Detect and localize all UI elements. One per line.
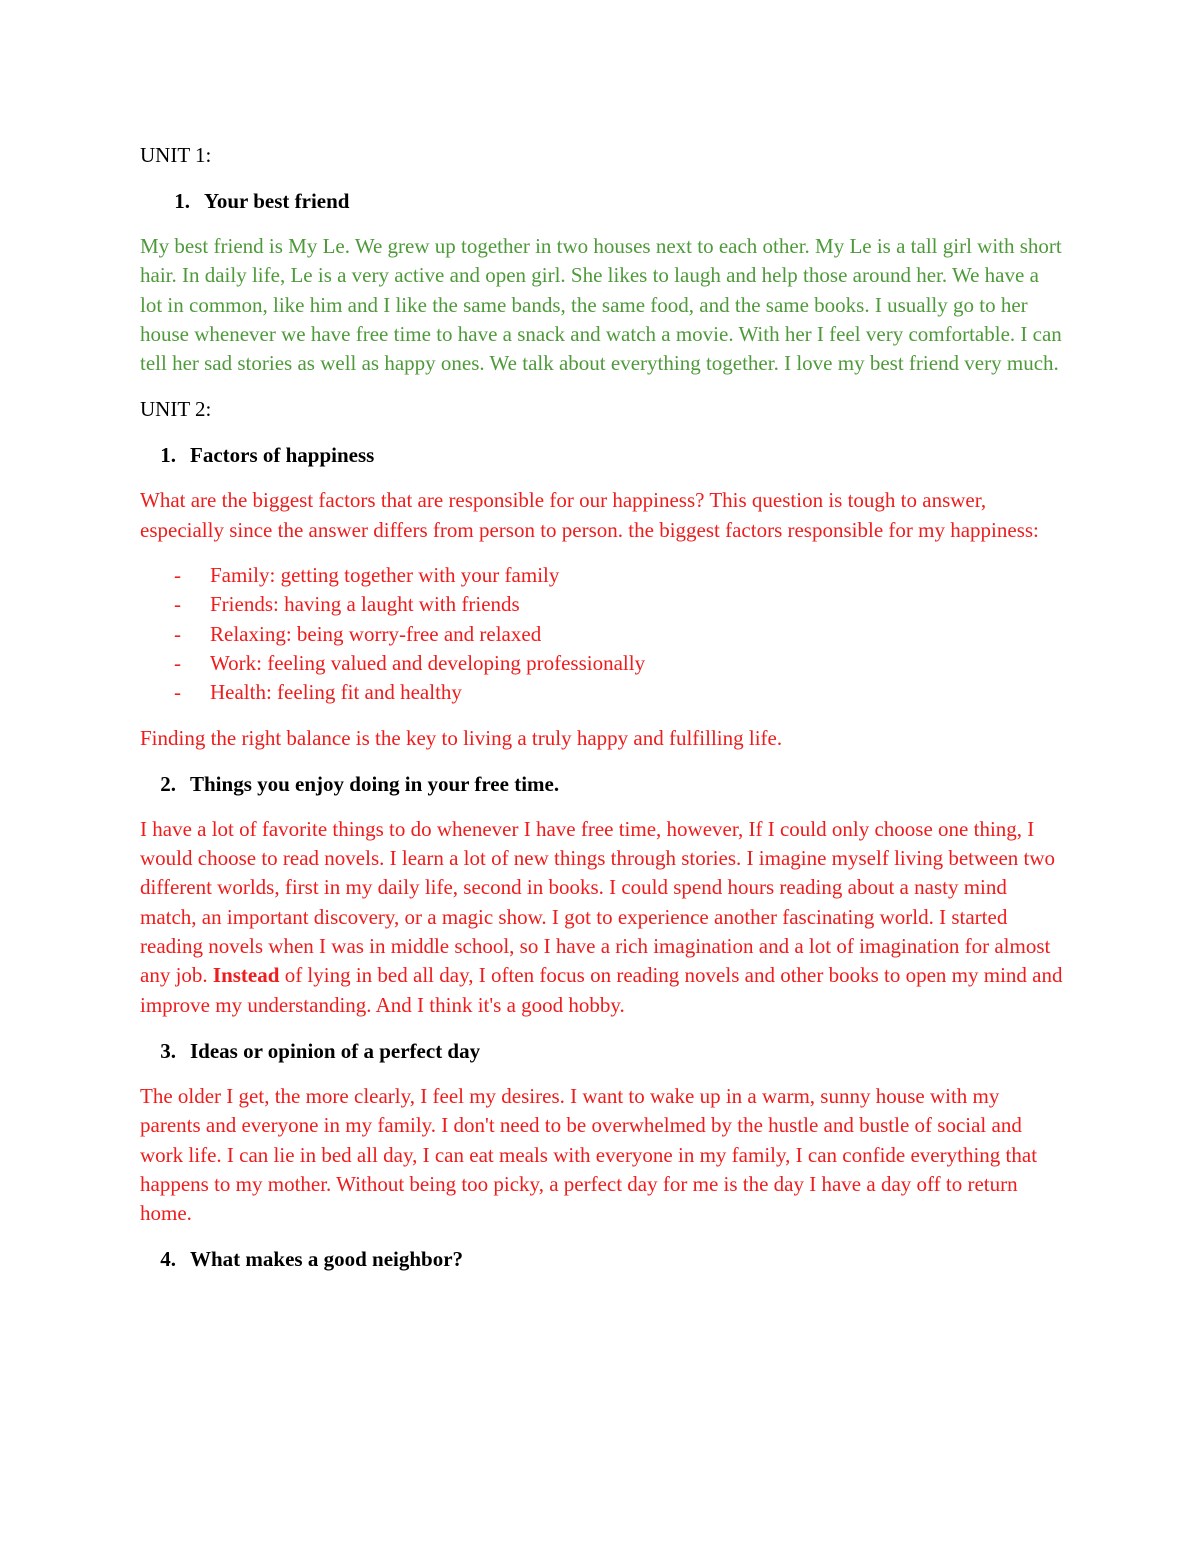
question-number: 1.	[174, 189, 190, 213]
bullet-marker: -	[174, 650, 181, 675]
list-item	[140, 620, 1065, 649]
question-title: Ideas or opinion of a perfect day	[190, 1038, 481, 1063]
unit-2-question-4-heading	[140, 1244, 1065, 1274]
unit-2-question-3-heading	[140, 1036, 1065, 1066]
bullet-marker: -	[174, 621, 181, 646]
question-title: Things you enjoy doing in your free time.	[190, 771, 560, 796]
question-number: 3.	[160, 1038, 176, 1063]
unit-2-question-1-conclusion: Finding the right balance is the key to living a truly happy and fulfilling life.	[140, 725, 783, 750]
list-item-text: Friends: having a laught with friends	[210, 592, 520, 617]
unit-2-heading: UNIT 2:	[140, 397, 212, 422]
question-number: 4.	[160, 1247, 176, 1272]
question-title: What makes a good neighbor?	[190, 1247, 464, 1272]
unit-2-question-2-heading	[140, 769, 1065, 799]
unit-1-heading: UNIT 1:	[140, 143, 212, 167]
bullet-marker: -	[174, 592, 181, 617]
bullet-marker: -	[174, 680, 181, 705]
unit-2-question-1-intro: What are the biggest factors that are responsible for our happiness? This question is tough to answer, especially since the answer differs from person to person. the biggest factors responsible for my happiness:	[140, 488, 1039, 542]
unit-1-question-1-answer: My best friend is My Le. We grew up together in two houses next to each other. My Le is a tall girl with short hair. In daily life, Le is a very active and open girl. She likes to laugh and help those around her. We have a lot in common, like him and I like the same bands, the same food, and the same books. I usually go to her house whenever we have free time to have a snack and watch a movie. With her I feel very comfortable. I can tell her sad stories as well as happy ones. We talk about everything together. I love my best friend very much.	[140, 234, 1062, 376]
list-item-text: Work: feeling valued and developing professionally	[210, 650, 646, 675]
unit-2-question-1-heading	[140, 440, 1065, 470]
list-item	[140, 678, 1065, 707]
question-number: 1.	[160, 443, 176, 468]
answer-text: I have a lot of favorite things to do whenever I have free time, however, If I could only choose one thing, I would choose to read novels. I learn a lot of new things through stories. I imagine myself living between two different worlds, first in my daily life, second in books. I could spend hours reading about a nasty mind match, an important discovery, or a magic show. I got to experience another fascinating world. I started reading novels when I was in middle school, so I have a rich imagination and a lot of imagination for almost any job.	[140, 816, 1056, 988]
happiness-factors-list	[140, 561, 1065, 707]
list-item	[140, 590, 1065, 619]
list-item	[140, 649, 1065, 678]
emphasized-word: Instead	[212, 963, 280, 988]
unit-2-question-2-answer	[140, 815, 1065, 1020]
list-item	[140, 561, 1065, 590]
unit-1-question-1-heading	[140, 186, 1065, 216]
answer-text: of lying in bed all day, I often focus on reading novels and other books to open my mind and improve my understanding. And I think it's a good hobby.	[140, 963, 1063, 1017]
document-page	[140, 140, 1065, 1290]
question-title: Factors of happiness	[190, 443, 375, 468]
list-item-text: Relaxing: being worry-free and relaxed	[210, 621, 542, 646]
question-number: 2.	[160, 771, 176, 796]
question-title: Your best friend	[204, 189, 350, 213]
list-item-text: Health: feeling fit and healthy	[210, 680, 462, 705]
unit-2-question-3-answer: The older I get, the more clearly, I feel my desires. I want to wake up in a warm, sunny house with my parents and everyone in my family. I don't need to be overwhelmed by the hustle and bustle of social and work life. I can lie in bed all day, I can eat meals with everyone in my family, I can confide everything that happens to my mother. Without being too picky, a perfect day for me is the day I have a day off to return home.	[140, 1083, 1038, 1226]
bullet-marker: -	[174, 563, 181, 588]
list-item-text: Family: getting together with your family	[210, 563, 560, 588]
